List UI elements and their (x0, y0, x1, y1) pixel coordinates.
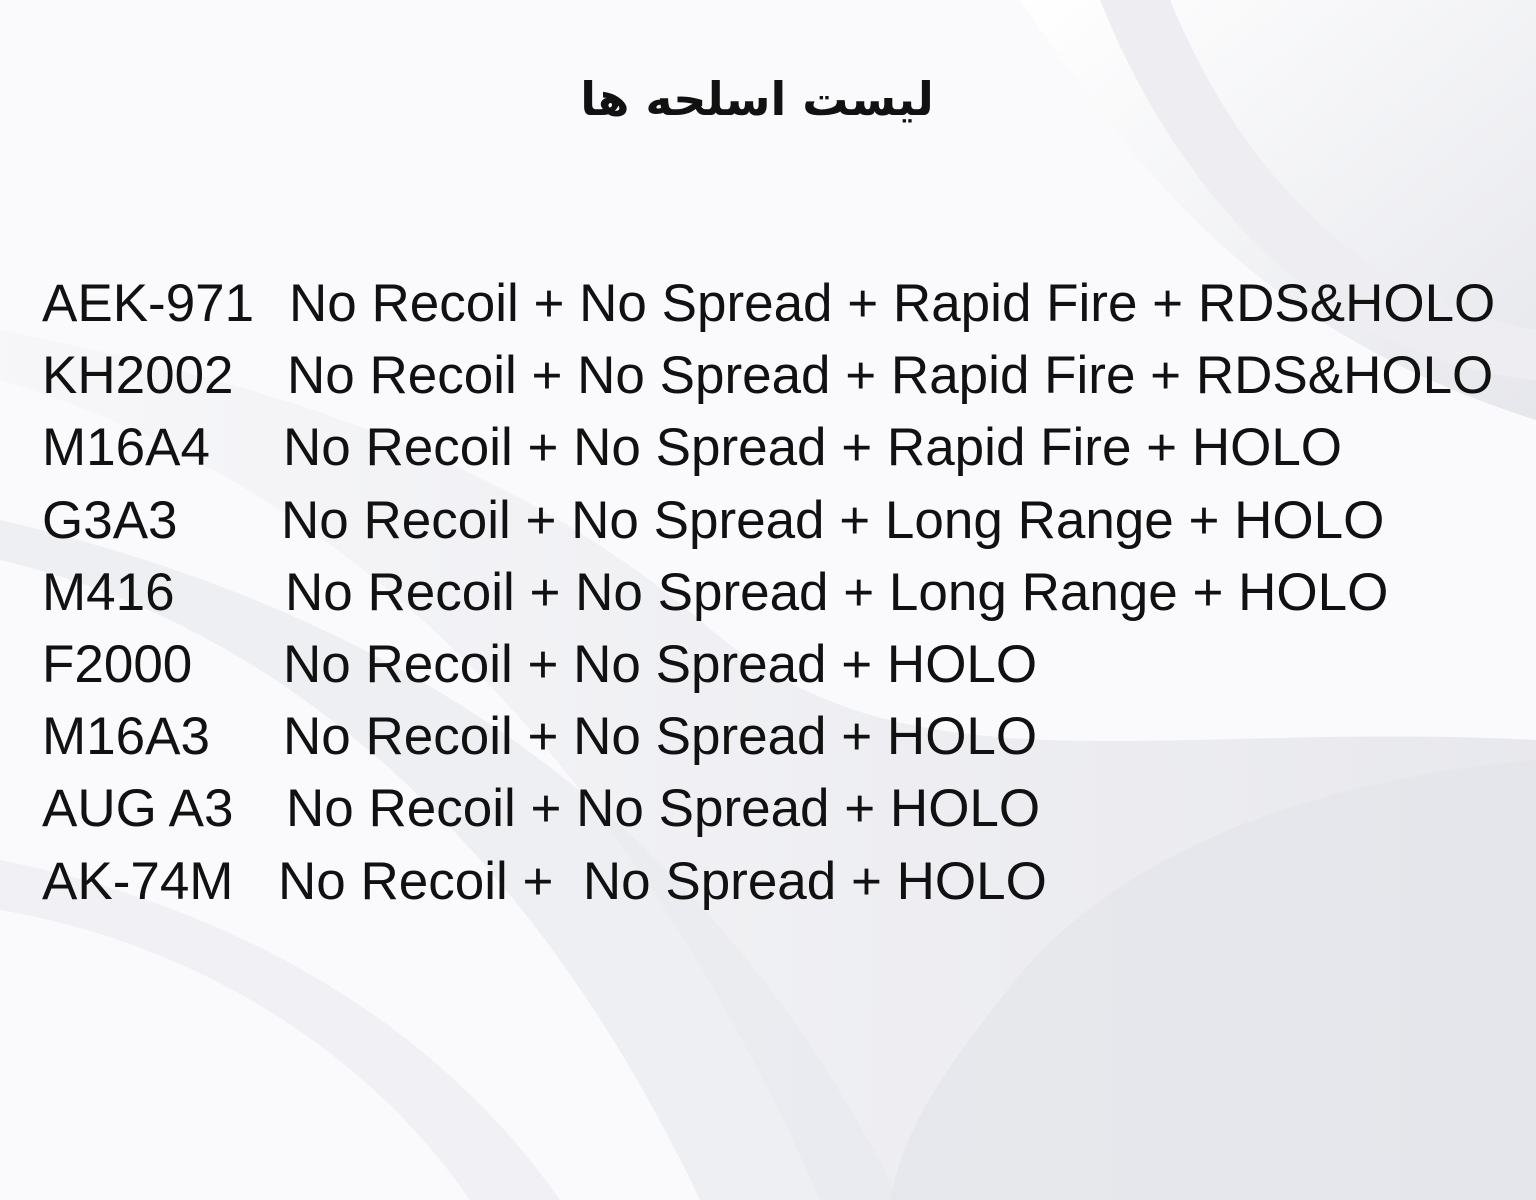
weapon-row (42, 629, 1522, 701)
weapon-features: No Recoil + No Spread + HOLO (286, 779, 1041, 839)
weapon-row (42, 701, 1522, 773)
weapon-row (42, 412, 1522, 484)
weapon-name: AK-74M (42, 851, 234, 911)
weapon-features: No Recoil + No Spread + Long Range + HOLO (281, 490, 1385, 550)
weapon-row (42, 268, 1522, 340)
weapon-row (42, 485, 1522, 557)
weapon-name: F2000 (42, 634, 193, 694)
page-title: لیست اسلحه ها (580, 72, 934, 126)
weapon-features: No Recoil + No Spread + Rapid Fire + HOLO (283, 418, 1343, 478)
weapon-row (42, 340, 1522, 412)
weapon-features: No Recoil + No Spread + Rapid Fire + RDS&HOLO (287, 346, 1494, 406)
weapon-row (42, 557, 1522, 629)
weapon-features: No Recoil + No Spread + HOLO (278, 851, 1047, 911)
weapon-features: No Recoil + No Spread + HOLO (283, 634, 1038, 694)
weapon-name: G3A3 (42, 490, 178, 550)
weapon-features: No Recoil + No Spread + Long Range + HOLO (285, 562, 1389, 622)
weapon-name: M16A4 (42, 418, 210, 478)
weapon-features: No Recoil + No Spread + HOLO (283, 707, 1038, 767)
weapon-name: KH2002 (42, 346, 234, 406)
weapon-list (42, 268, 1522, 918)
weapon-name: M416 (42, 562, 175, 622)
weapon-row (42, 773, 1522, 845)
weapon-name: M16A3 (42, 707, 210, 767)
weapon-name: AEK-971 (42, 274, 255, 333)
weapon-features: No Recoil + No Spread + Rapid Fire + RDS&HOLO (289, 274, 1496, 333)
weapon-name: AUG A3 (42, 779, 234, 839)
weapon-row (42, 846, 1522, 918)
